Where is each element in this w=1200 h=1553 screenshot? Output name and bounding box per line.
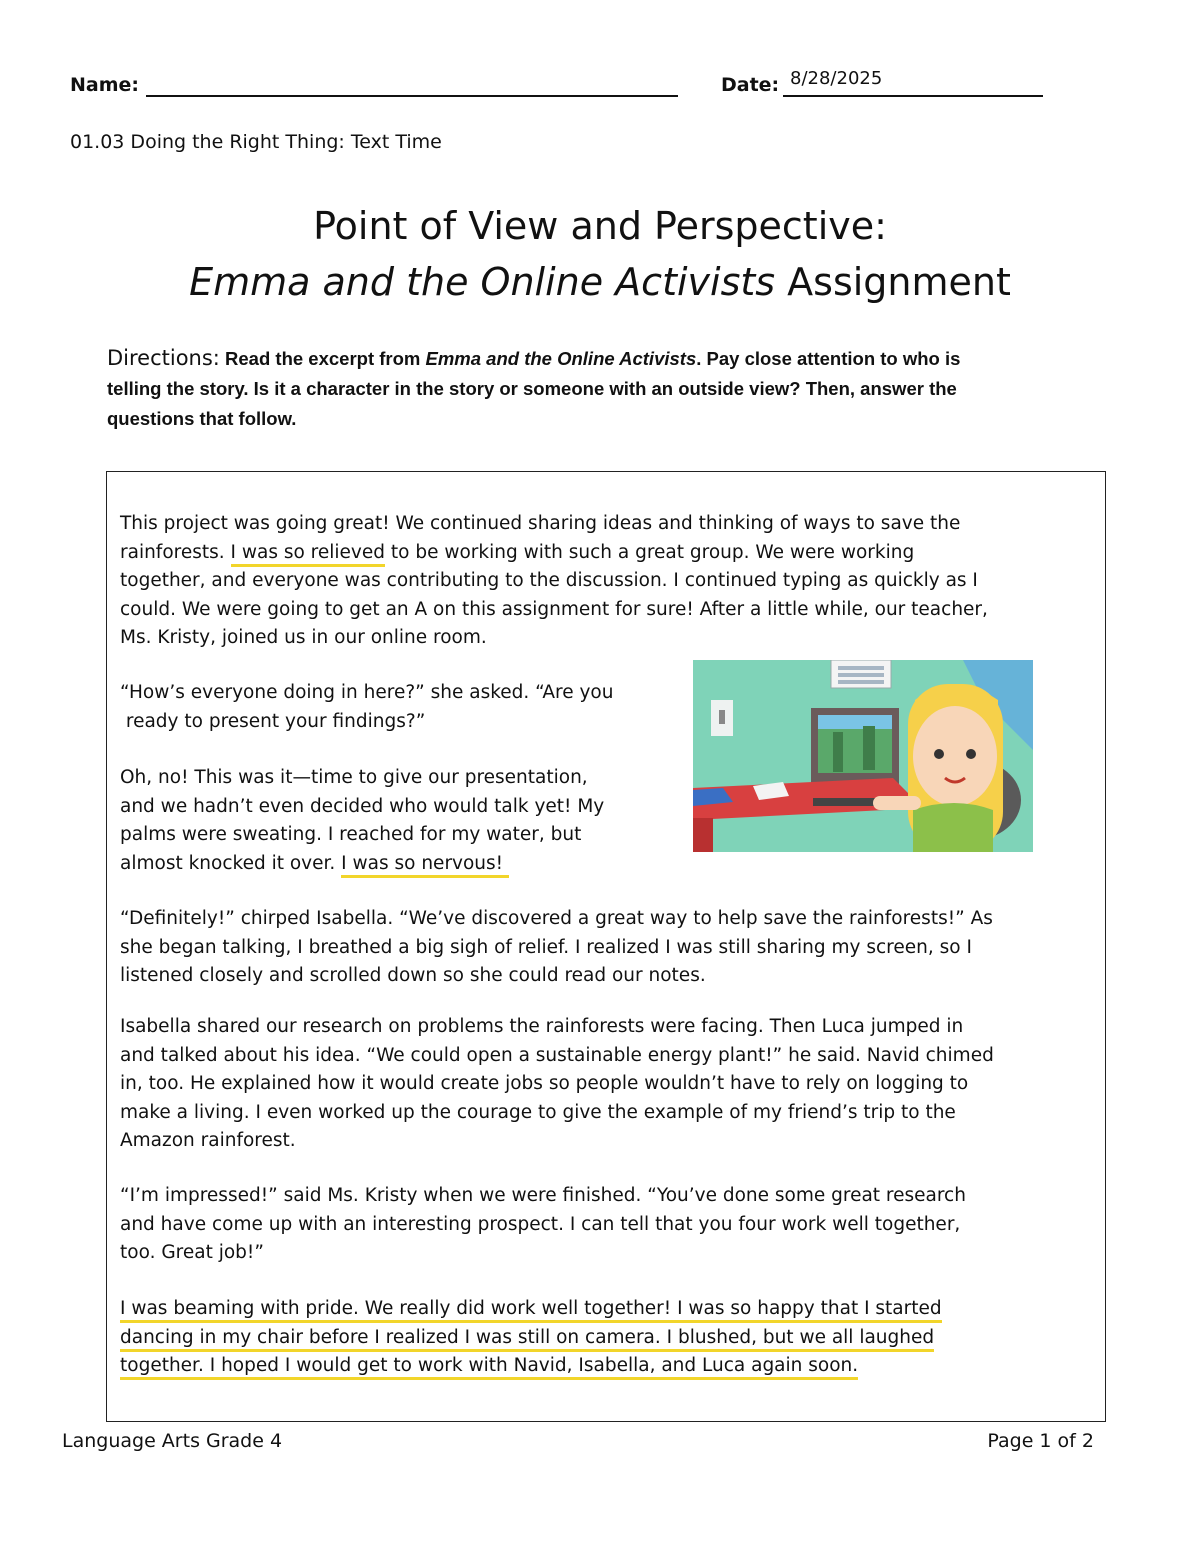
passage-paragraph-1: This project was going great! We continued sharing ideas and thinking of ways to save the rainforests. I was so relieved to be working with such a great group. We were working together, and everyone was contributing to the discussion. I continued typing as quickly as I could. We were going to get an A on this assignment for sure! After a little while, our teacher, Ms. Kristy, joined us in our online room. bbox=[120, 513, 988, 648]
directions: Directions: Read the excerpt from Emma and the Online Activists. Pay close attention to who is telling the story. Is it a character in the story or someone with an outside view? Then, answer the questions that follow. bbox=[107, 346, 961, 429]
book-title: Emma and the Online Activists bbox=[189, 260, 776, 304]
passage-paragraph-6: “I’m impressed!” said Ms. Kristy when we were finished. “You’ve done some great research and have come up with an interesting prospect. I can tell that you four work well together, too. Great job!” bbox=[120, 1185, 966, 1263]
page-title-line1: Point of View and Perspective: bbox=[313, 204, 887, 248]
date-value: 8/28/2025 bbox=[790, 68, 883, 89]
title-assignment: Assignment bbox=[775, 260, 1011, 304]
passage-paragraph-2: “How’s everyone doing in here?” she asked. “Are you ready to present your findings?” bbox=[120, 682, 614, 732]
name-field[interactable] bbox=[146, 95, 678, 97]
date-label: Date: bbox=[721, 74, 780, 96]
directions-book-title: Emma and the Online Activists bbox=[425, 348, 697, 369]
directions-label: Directions: bbox=[107, 346, 220, 370]
footer-course: Language Arts Grade 4 bbox=[62, 1430, 283, 1452]
passage-paragraph-4: “Definitely!” chirped Isabella. “We’ve discovered a great way to help save the rainforests!” As she began talking, I breathed a big sigh of relief. I realized I was still sharing my screen, so I listened closely and scrolled down so she could read our notes. bbox=[120, 908, 993, 986]
highlight-nervous: I was so nervous! bbox=[341, 853, 509, 878]
passage-paragraph-3: Oh, no! This was it—time to give our presentation, and we hadn’t even decided who would talk yet! My palms were sweating. I reached for my water, but almost knocked it over. I was so nervous! bbox=[120, 764, 680, 878]
highlight-pride-1: I was beaming with pride. We really did work well together! I was so happy that I started bbox=[120, 1298, 942, 1323]
name-label: Name: bbox=[70, 74, 140, 96]
date-field[interactable] bbox=[783, 95, 1043, 97]
highlight-pride-2: dancing in my chair before I realized I was still on camera. I blushed, but we all laughed bbox=[120, 1327, 934, 1352]
highlight-pride-3: together. I hoped I would get to work with Navid, Isabella, and Luca again soon. bbox=[120, 1355, 858, 1380]
girl-at-computer-illustration bbox=[693, 660, 1033, 852]
footer-page-number: Page 1 of 2 bbox=[987, 1430, 1094, 1452]
page-title-line2 bbox=[0, 254, 1200, 310]
highlight-relieved: I was so relieved bbox=[231, 542, 385, 567]
course-code: 01.03 Doing the Right Thing: Text Time bbox=[70, 131, 442, 153]
passage-paragraph-5: Isabella shared our research on problems the rainforests were facing. Then Luca jumped in and talked about his idea. “We could open a sustainable energy plant!” he said. Navid chimed in, too. He explained how it would create jobs so people wouldn’t have to rely on logging to make a living. I even worked up the courage to give the example of my friend’s trip to the Amazon rainforest. bbox=[120, 1016, 994, 1151]
passage-paragraph-7 bbox=[120, 1295, 1095, 1381]
